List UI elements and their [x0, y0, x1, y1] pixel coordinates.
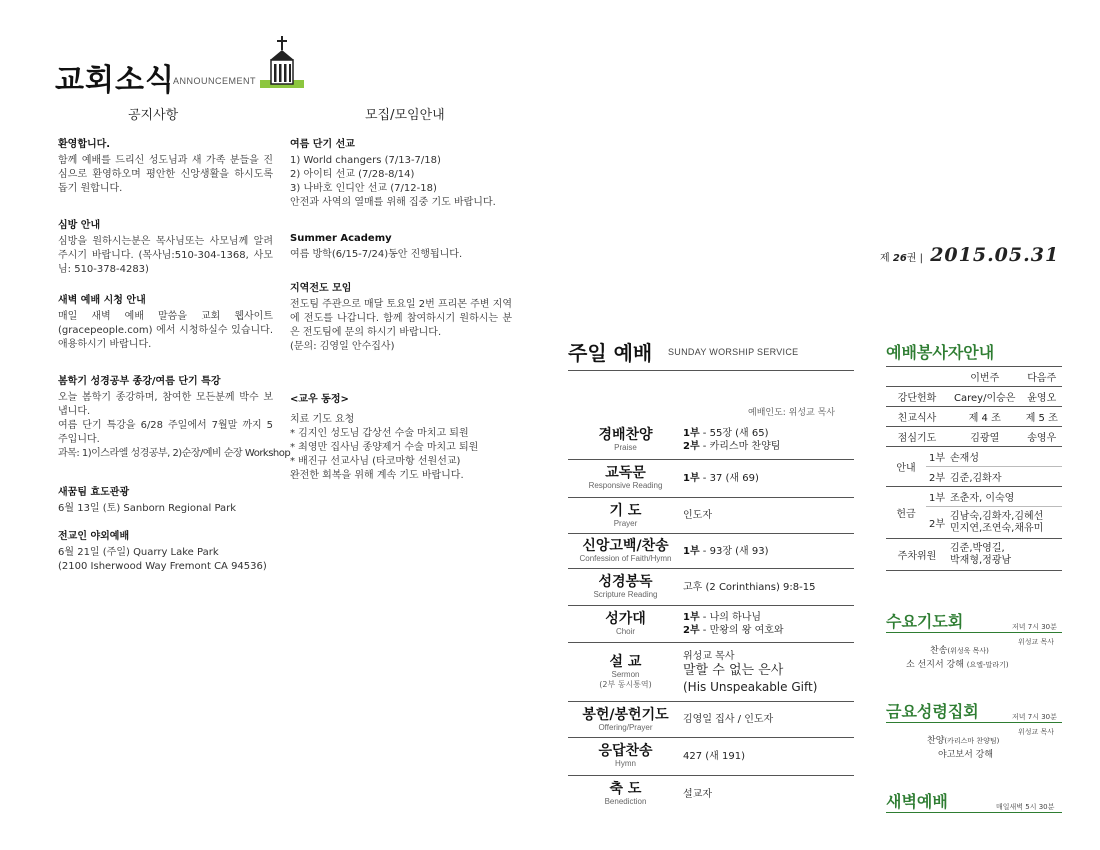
notice-text: 매일 새벽 예배 말씀을 교회 웹사이트 (gracepeople.com) 에서 시청하실수 있습니다. 애용하시기 바랍니다. — [58, 311, 273, 350]
church-icon — [260, 34, 304, 90]
worship-part: 2부 — [683, 441, 700, 452]
servers-header-row — [886, 367, 1062, 387]
worship-divider — [568, 497, 854, 498]
worship-item-en: Offering/Prayer — [598, 722, 653, 732]
worship-item-en: Scripture Reading — [593, 590, 658, 599]
wednesday-sermon — [906, 657, 1009, 670]
friday-hymn-label: 찬양 — [927, 736, 945, 746]
worship-item-name: 설 교 — [609, 654, 642, 670]
servers-names: 김준,김화자 — [948, 467, 1062, 487]
worship-part: 1부 — [683, 545, 700, 557]
worship-part: 1부 — [683, 612, 700, 623]
notice-text: 과목: 1)이스라엘 성경공부, 2)순장/예비 순장 Workshop — [58, 448, 291, 459]
recruit-text: 치료 기도 요청 — [290, 414, 355, 425]
recruit-text: * 최영만 집사님 종양제거 수술 마치고 퇴원 — [290, 442, 479, 453]
wednesday-sermon-label: 소 선지서 강해 — [906, 660, 964, 670]
worship-item-hymn — [568, 739, 854, 773]
announcements-title: 교회소식 — [55, 63, 175, 98]
servers-row-label: 친교식사 — [886, 407, 948, 427]
worship-item-scripture — [568, 570, 854, 604]
worship-item-choir — [568, 607, 854, 641]
recruit-text: * 배진규 선교사님 (타코마항 선원선교) — [290, 456, 461, 467]
worship-divider — [568, 701, 854, 702]
worship-item-en: Responsive Reading — [588, 481, 663, 490]
worship-item-sermon — [568, 644, 854, 700]
worship-item-en: Sermon — [611, 670, 640, 679]
recruit-text: 전도팀 주관으로 매달 토요일 2번 프리몬 주변 지역에 전도를 나갑니다. 함께 참여하시기 원하시는 분은 전도팀에 문의 하시기 바랍니다. — [290, 299, 512, 338]
notice-text: 6월 21일 (주일) Quarry Lake Park — [58, 547, 219, 558]
servers-names — [948, 539, 1062, 571]
worship-item-name: 성가대 — [605, 611, 646, 627]
servers-part: 1부 — [926, 447, 948, 467]
wednesday-title: 수요기도회 — [886, 612, 964, 631]
worship-divider — [568, 568, 854, 569]
worship-item-name: 봉헌/봉헌기도 — [582, 706, 669, 723]
notice-text: 6월 13일 (토) Sanborn Regional Park — [58, 503, 237, 514]
announcements-subtitle: ANNOUNCEMENT — [173, 76, 257, 86]
worship-item-detail: 김영일 집사 / 인도자 — [683, 714, 774, 725]
worship-leader: 예배인도: 위성교 목사 — [748, 408, 836, 418]
notice-title: 심방 안내 — [58, 220, 101, 231]
issue-date: 2015.05.31 — [930, 244, 1060, 266]
servers-next: 제 5 조 — [1022, 407, 1063, 427]
servers-names-line: 김남숙,김화자,김혜선 — [950, 510, 1044, 522]
friday-hymn — [927, 733, 999, 746]
recruit-text: 안전과 사역의 열매를 위해 집중 기도 바랍니다. — [290, 197, 496, 208]
servers-names-line: 김준,박영길, — [950, 542, 1005, 554]
worship-item-name: 신앙고백/찬송 — [582, 538, 669, 554]
servers-this: Carey/이승은 — [948, 387, 1022, 407]
worship-divider — [568, 737, 854, 738]
servers-next: 윤영오 — [1022, 387, 1063, 407]
notice-text: 함께 예배를 드리신 성도님과 새 가족 분들을 진심으로 환영하오며 평안한 신앙생활을 하시도록 돕기 원합니다. — [58, 155, 273, 194]
worship-subtitle: SUNDAY WORSHIP SERVICE — [668, 347, 799, 357]
worship-item-confession — [568, 535, 854, 567]
recruit-title: Summer Academy — [290, 233, 392, 244]
worship-item-en: Choir — [615, 627, 636, 636]
servers-row-label: 강단헌화 — [886, 387, 948, 407]
worship-title: 주일 예배 — [568, 341, 653, 365]
servers-part: 2부 — [926, 467, 948, 487]
worship-item-detail: 427 (새 191) — [683, 750, 745, 762]
worship-divider — [568, 605, 854, 606]
notice-welcome — [58, 138, 273, 196]
recruit-title: 여름 단기 선교 — [290, 139, 355, 150]
notice-bible-study — [58, 375, 291, 461]
recruit-text: (문의: 김영일 안수집사) — [290, 341, 395, 352]
wednesday-pastor: 위성교 목사 — [1018, 638, 1055, 646]
recruit-text: 완전한 회복을 위해 계속 기도 바랍니다. — [290, 470, 464, 481]
issue-line — [880, 244, 1059, 266]
recruit-member-news — [290, 393, 512, 483]
servers-row-label: 안내 — [886, 447, 926, 487]
worship-item-benediction — [568, 777, 854, 811]
worship-item-detail: - 만왕의 왕 여호와 — [699, 625, 784, 636]
worship-item-detail: 위성교 목사 — [683, 650, 735, 662]
wednesday-hymn-leader: (위성욱 목사) — [947, 647, 989, 655]
notice-dawn-stream — [58, 294, 273, 352]
worship-item-en: Prayer — [613, 518, 638, 528]
servers-names: 조춘자, 이숙영 — [948, 487, 1062, 507]
notice-text: 여름 단기 특강을 6/28 주일에서 7월말 까지 5 주입니다. — [58, 420, 273, 445]
servers-names — [948, 507, 1062, 539]
servers-row — [886, 407, 1062, 427]
notices-heading: 공지사항 — [128, 108, 179, 123]
notice-title: 봄학기 성경공부 종강/여름 단기 특강 — [58, 376, 221, 387]
recruit-title: 지역전도 모임 — [290, 283, 352, 294]
worship-item-en: Praise — [614, 443, 637, 452]
servers-col-this: 이번주 — [948, 367, 1022, 387]
dawn-divider — [886, 812, 1062, 813]
worship-item-praise — [568, 423, 854, 457]
worship-divider — [568, 459, 854, 460]
friday-time: 저녁 7시 30분 — [1012, 713, 1057, 721]
recruit-title: <교우 동정> — [290, 394, 349, 405]
worship-item-en: Benediction — [604, 797, 647, 806]
servers-row-label: 점심기도 — [886, 427, 948, 447]
servers-row-label: 헌금 — [886, 487, 926, 539]
servers-names-line: 민지연,조연숙,채유미 — [950, 522, 1044, 534]
servers-this: 김광열 — [948, 427, 1022, 447]
worship-item-en: Hymn — [615, 759, 636, 768]
recruit-academy — [290, 232, 512, 262]
servers-row-label: 주차위원 — [886, 539, 948, 571]
servers-title: 예배봉사자안내 — [886, 343, 995, 362]
notice-title: 전교인 야외예배 — [58, 531, 130, 542]
wednesday-hymn — [930, 643, 989, 656]
worship-part: 1부 — [683, 472, 700, 484]
servers-offering-row — [886, 487, 1062, 507]
servers-this: 제 4 조 — [948, 407, 1022, 427]
wednesday-divider — [886, 632, 1062, 633]
notice-trip — [58, 486, 273, 516]
worship-item-name: 축 도 — [609, 781, 642, 797]
recruit-text: 여름 방학(6/15-7/24)동안 진행됩니다. — [290, 249, 463, 260]
worship-item-reading — [568, 461, 854, 495]
recruit-heading: 모집/모임안내 — [365, 108, 445, 123]
dawn-time: 매일새벽 5시 30분 — [996, 803, 1055, 811]
worship-divider — [568, 642, 854, 643]
recruit-text: 3) 나바호 인디안 선교 (7/12-18) — [290, 183, 437, 194]
worship-item-detail: - 나의 하나님 — [699, 612, 762, 623]
worship-item-prayer — [568, 499, 854, 532]
worship-item-detail: 설교자 — [683, 788, 712, 800]
worship-item-name: 응답찬송 — [598, 743, 653, 759]
friday-sermon: 야고보서 강해 — [938, 750, 994, 760]
worship-item-detail: - 37 (새 69) — [699, 472, 759, 484]
notice-picnic — [58, 530, 273, 574]
recruit-text: 2) 아이티 선교 (7/28-8/14) — [290, 169, 415, 180]
notice-title: 환영합니다. — [58, 139, 111, 150]
recruit-evangelism — [290, 282, 512, 354]
worship-divider — [568, 533, 854, 534]
servers-guide-row — [886, 447, 1062, 467]
sermon-title-en: (His Unspeakable Gift) — [683, 679, 818, 694]
notice-text: 오늘 봄학기 종강하며, 참여한 모든분께 박수 보냅니다. — [58, 392, 273, 417]
wednesday-time: 저녁 7시 30분 — [1012, 623, 1057, 631]
issue-number: 26 — [892, 253, 907, 264]
servers-row — [886, 387, 1062, 407]
worship-item-detail: 인도자 — [683, 510, 712, 521]
worship-part: 1부 — [683, 428, 700, 439]
worship-divider — [568, 370, 854, 371]
friday-title: 금요성령집회 — [886, 702, 979, 721]
friday-divider — [886, 722, 1062, 723]
wednesday-hymn-label: 찬송 — [930, 646, 948, 656]
worship-item-note: (2부 동시통역) — [599, 680, 652, 689]
notice-text: 심방을 원하시는분은 목사님또는 사모님께 알려 주시기 바랍니다. (목사님:510-304-1368, 사모님: 510-378-4283) — [58, 236, 273, 275]
worship-item-name: 경배찬양 — [598, 427, 653, 443]
recruit-text: * 김지인 성도님 갑상선 수술 마치고 퇴원 — [290, 428, 469, 439]
issue-suffix: 권 | — [906, 253, 923, 264]
servers-parking-row — [886, 539, 1062, 571]
worship-part: 2부 — [683, 625, 700, 636]
worship-item-detail: - 55장 (새 65) — [699, 428, 769, 439]
recruit-mission — [290, 138, 512, 210]
sermon-title: 말할 수 없는 은사 — [683, 662, 784, 678]
issue-prefix: 제 — [880, 253, 890, 264]
notice-text: (2100 Isherwood Way Fremont CA 94536) — [58, 561, 267, 572]
servers-table — [886, 366, 1062, 571]
worship-item-name: 성경봉독 — [598, 574, 653, 590]
wednesday-sermon-range: (요엘-말라기) — [966, 661, 1009, 669]
dawn-title: 새벽예배 — [886, 792, 948, 811]
servers-col-next: 다음주 — [1022, 367, 1063, 387]
notice-visit — [58, 219, 273, 277]
friday-hymn-leader: (카리스마 찬양팀) — [944, 737, 1000, 745]
servers-names-line: 박재형,정광남 — [950, 554, 1012, 566]
worship-item-en: Confession of Faith/Hymn — [579, 554, 672, 563]
servers-names: 손재성 — [948, 447, 1062, 467]
servers-part: 2부 — [926, 507, 948, 539]
friday-pastor: 위성교 목사 — [1018, 728, 1055, 736]
worship-divider — [568, 775, 854, 776]
worship-item-name: 기 도 — [609, 502, 642, 519]
recruit-text: 1) World changers (7/13-7/18) — [290, 155, 441, 166]
servers-next: 송영우 — [1022, 427, 1063, 447]
worship-item-offering — [568, 703, 854, 736]
worship-item-detail: 고후 (2 Corinthians) 9:8-15 — [683, 581, 816, 593]
servers-part: 1부 — [926, 487, 948, 507]
worship-item-name: 교독문 — [605, 465, 646, 481]
notice-title: 새꿈팀 효도관광 — [58, 487, 130, 498]
servers-row — [886, 427, 1062, 447]
worship-item-detail: - 93장 (새 93) — [699, 545, 769, 557]
notice-title: 새벽 예배 시청 안내 — [58, 295, 146, 306]
worship-item-detail: - 카리스마 찬양팀 — [699, 441, 781, 452]
